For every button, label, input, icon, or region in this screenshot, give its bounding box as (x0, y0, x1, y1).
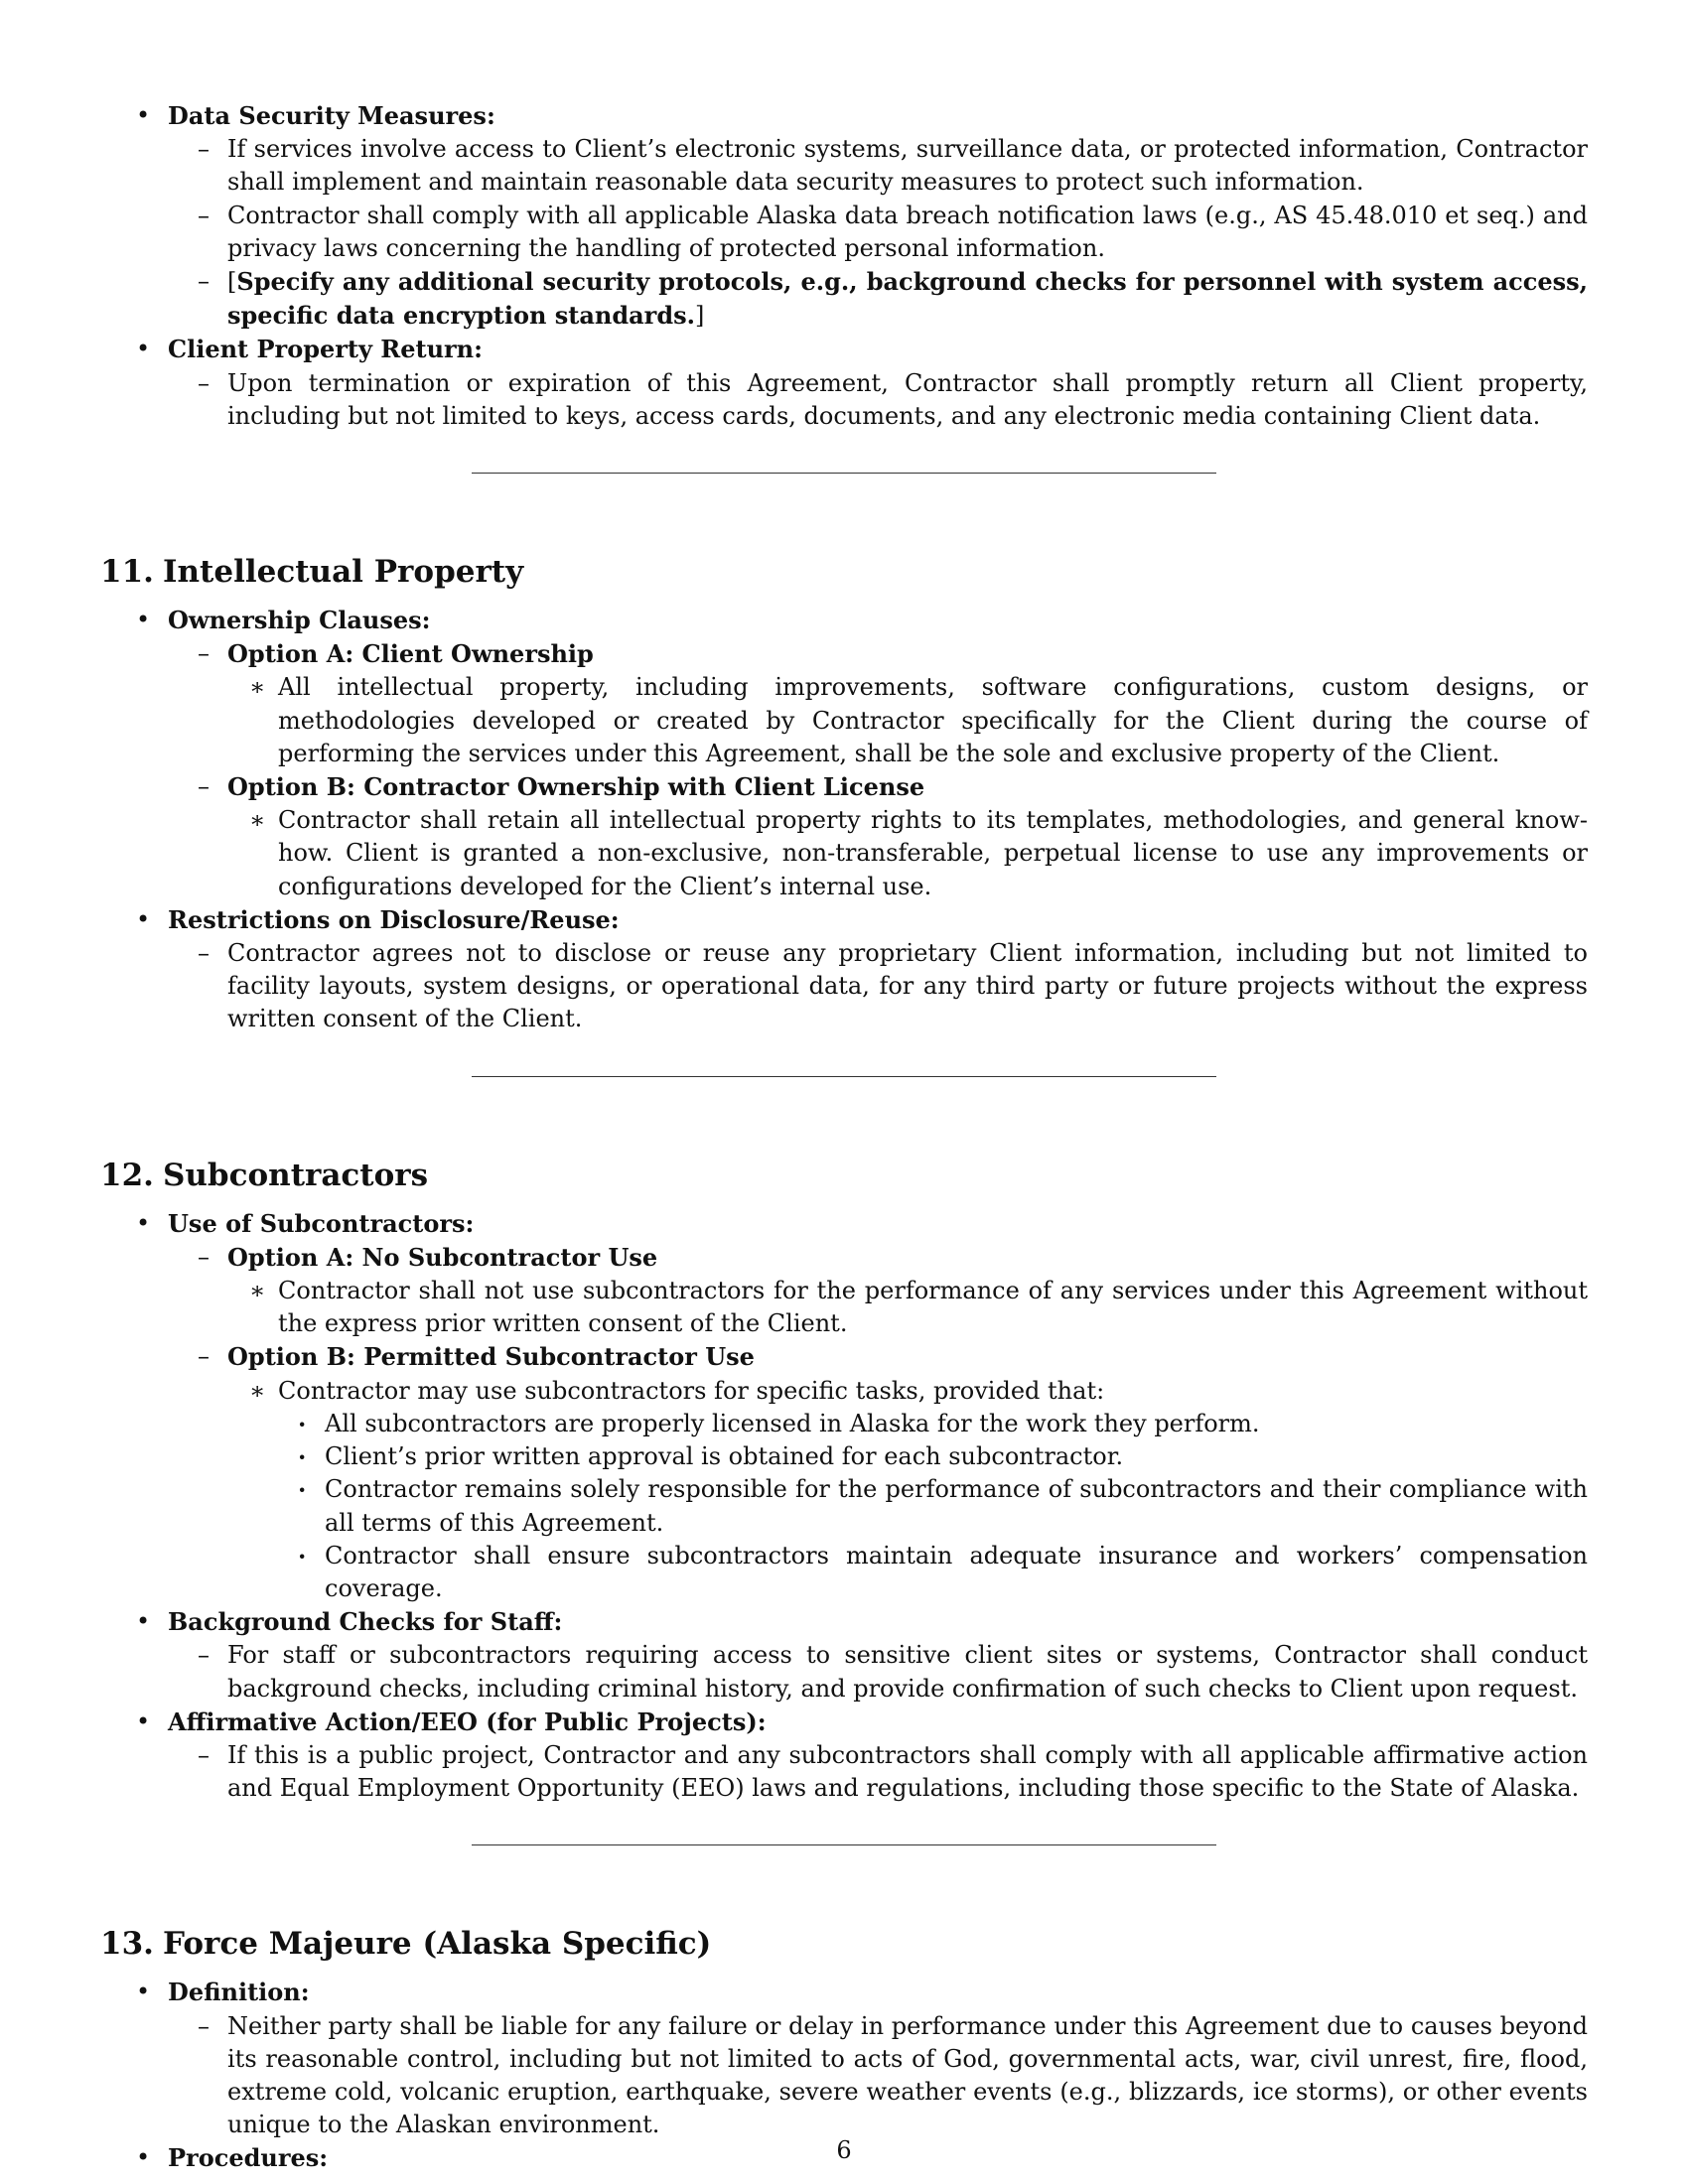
option-a-label: Option A: Client Ownership (227, 639, 594, 669)
use-heading: Use of Subcontractors: (168, 1208, 475, 1238)
list-item (100, 99, 1588, 333)
list-item: – For staff or subcontractors requiring access to sensitive client sites or systems, Contractor shall conduct background checks, including criminal history, and provide confirmation of such checks to Client upon request. (168, 1639, 1588, 1705)
definition-items (168, 2010, 1588, 2142)
section-title: Subcontractors (163, 1157, 429, 1193)
list-item: – Upon termination or expiration of this Agreement, Contractor shall promptly return all Client property, including but not limited to keys, access cards, documents, and any electronic media containing Client data. (168, 367, 1588, 433)
horizontal-rule (472, 1076, 1216, 1077)
list-item: · Contractor shall ensure subcontractors maintain adequate insurance and workers’ compensation coverage. (278, 1540, 1588, 1605)
option-b-label: Option B: Permitted Subcontractor Use (227, 1342, 755, 1372)
option-a-items (227, 1275, 1588, 1340)
list-item: · All subcontractors are properly licensed in Alaska for the work they perform. (278, 1408, 1588, 1440)
list-item (100, 333, 1588, 433)
eeo-items (168, 1739, 1588, 1805)
list-item (168, 265, 1588, 333)
section-number: 12. (100, 1157, 154, 1193)
option-a-label: Option A: No Subcontractor Use (227, 1242, 658, 1272)
restrictions-heading: Restrictions on Disclosure/Reuse: (168, 904, 620, 934)
horizontal-rule (472, 1844, 1216, 1845)
background-items (168, 1639, 1588, 1705)
data-security-heading: Data Security Measures: (168, 101, 495, 130)
section-title: Force Majeure (Alaska Specific) (163, 1926, 712, 1963)
section-number: 13. (100, 1926, 154, 1963)
client-property-heading: Client Property Return: (168, 335, 483, 364)
section-divider (100, 1805, 1588, 1924)
list-item (100, 604, 1588, 903)
section-number: 11. (100, 554, 154, 591)
list-item: ∗ Contractor shall retain all intellectual property rights to its templates, methodologies, and general know-how. Client is granted a non-exclusive, non-transferable, perpetual license to use any improvements or configurations developed for the Client’s internal use. (227, 804, 1588, 903)
option-b-label: Option B: Contractor Ownership with Client License (227, 772, 925, 802)
background-heading: Background Checks for Staff: (168, 1607, 563, 1637)
option-b-items (227, 1375, 1588, 1605)
list-item: · Client’s prior written approval is obtained for each subcontractor. (278, 1440, 1588, 1473)
placeholder-text: Specify any additional security protocols, e.g., background checks for personnel with system access, specific data encryption standards. (227, 267, 1588, 331)
list-item: – If this is a public project, Contractor and any subcontractors shall comply with all applicable affirmative action and Equal Employment Opportunity (EEO) laws and regulations, including those specific to the State of Alaska. (168, 1739, 1588, 1805)
page-number: 6 (836, 2136, 852, 2164)
section-heading-11 (100, 552, 1588, 604)
placeholder-open-bracket: [ (227, 268, 237, 297)
option-b-items (227, 804, 1588, 903)
data-security-list (100, 99, 1588, 433)
list-item: · Contractor remains solely responsible for the performance of subcontractors and their compliance with all terms of this Agreement. (278, 1473, 1588, 1539)
list-item (100, 1605, 1588, 1706)
list-item: – Contractor agrees not to disclose or reuse any proprietary Client information, including but not limited to facility layouts, system designs, or operational data, for any third party or future projects without the express written consent of the Client. (168, 937, 1588, 1036)
eeo-heading: Affirmative Action/EEO (for Public Projects): (168, 1706, 767, 1736)
option-b-text: Contractor may use subcontractors for specific tasks, provided that: (278, 1376, 1105, 1405)
list-item (168, 770, 1588, 903)
list-item (100, 1207, 1588, 1605)
use-options (168, 1241, 1588, 1605)
restrictions-items (168, 937, 1588, 1036)
list-item (168, 637, 1588, 770)
definition-heading: Definition: (168, 1978, 310, 2007)
ownership-options (168, 637, 1588, 903)
list-item (100, 1976, 1588, 2141)
section-divider (100, 1036, 1588, 1156)
option-a-items (227, 671, 1588, 770)
horizontal-rule (472, 473, 1216, 474)
client-property-subitems (168, 367, 1588, 433)
list-item: – Contractor shall comply with all applicable Alaska data breach notification laws (e.g., AS 45.48.010 et seq.) and privacy laws concerning the handling of protected personal information. (168, 200, 1588, 265)
subcontractors-list (100, 1207, 1588, 1806)
list-item (168, 1241, 1588, 1341)
list-item (227, 1375, 1588, 1605)
section-heading-13 (100, 1924, 1588, 1976)
section-heading-12 (100, 1156, 1588, 1207)
procedures-heading: Procedures: (168, 2143, 329, 2173)
list-item: ∗ All intellectual property, including improvements, software configurations, custom designs, or methodologies developed or created by Contractor specifically for the Client during the course of performing the services under this Agreement, shall be the sole and exclusive property of the Client. (227, 671, 1588, 770)
data-security-subitems (168, 133, 1588, 333)
list-item: ∗ Contractor shall not use subcontractors for the performance of any services under this Agreement without the express prior written consent of the Client. (227, 1275, 1588, 1340)
ip-list (100, 604, 1588, 1036)
page-content (100, 99, 1588, 2176)
ownership-heading: Ownership Clauses: (168, 606, 431, 635)
list-item (100, 903, 1588, 1036)
placeholder-close-bracket: ] (694, 302, 705, 331)
list-item: – If services involve access to Client’s electronic systems, surveillance data, or protected information, Contractor shall implement and maintain reasonable data security measures to protect such information. (168, 133, 1588, 199)
list-item (100, 1706, 1588, 1806)
section-title: Intellectual Property (163, 554, 524, 591)
condition-list (278, 1408, 1588, 1605)
list-item (168, 1340, 1588, 1605)
section-divider (100, 433, 1588, 552)
list-item: – Neither party shall be liable for any failure or delay in performance under this Agreement due to causes beyond its reasonable control, including but not limited to acts of God, governmental acts, war, civil unrest, fire, flood, extreme cold, volcanic eruption, earthquake, severe weather events (e.g., blizzards, ice storms), or other events unique to the Alaskan environment. (168, 2010, 1588, 2142)
